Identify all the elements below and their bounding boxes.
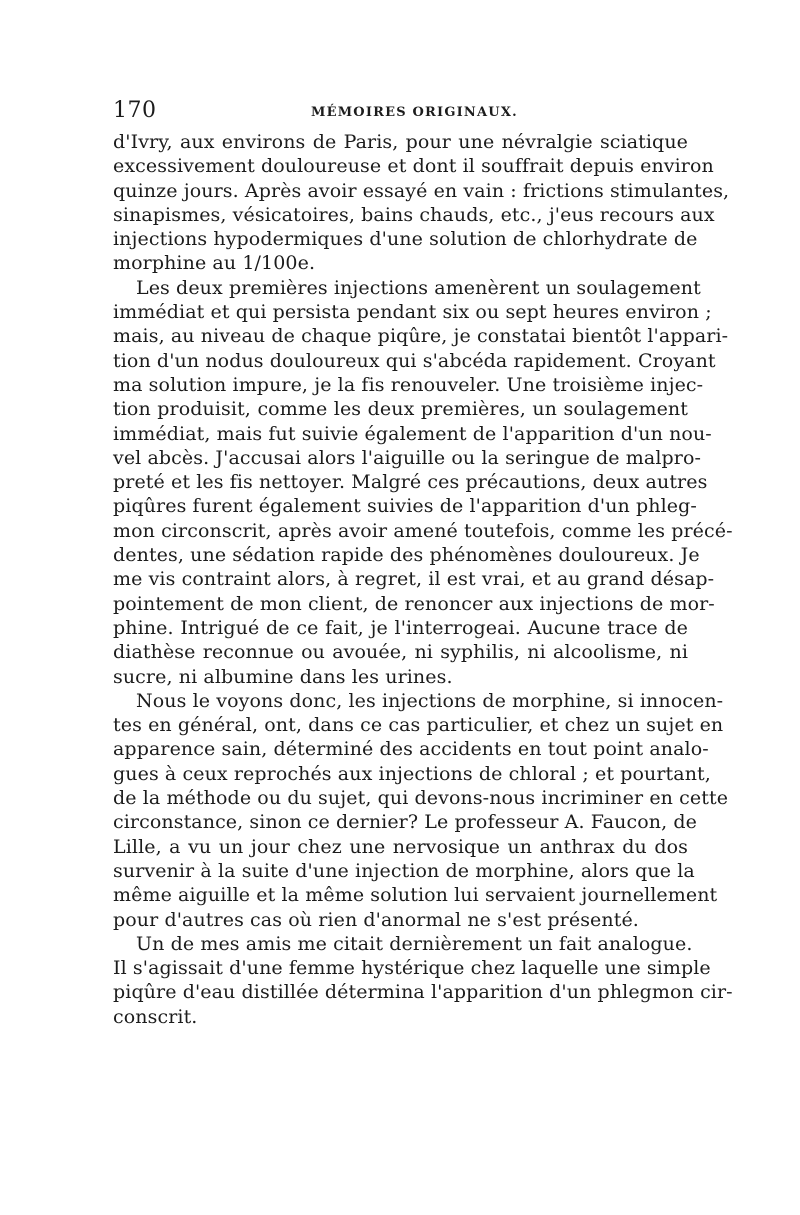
text-line: tion produisit, comme les deux premières, un soulagement	[113, 398, 688, 421]
text-line: Il s'agissait d'une femme hystérique chez laquelle une simple	[113, 957, 711, 980]
text-line: immédiat, mais fut suivie également de l'apparition d'un nou-	[113, 422, 712, 445]
text-line: piqûre d'eau distillée détermina l'apparition d'un phlegmon cir-	[113, 981, 733, 1004]
text-line: mais, au niveau de chaque piqûre, je constatai bientôt l'appari-	[113, 325, 729, 348]
text-line: quinze jours. Après avoir essayé en vain : frictions stimulantes,	[113, 179, 730, 202]
text-line: Nous le voyons donc, les injections de morphine, si innocen-	[136, 689, 724, 712]
text-line: piqûres furent également suivies de l'apparition d'un phleg-	[113, 495, 697, 518]
text-line: pour d'autres cas où rien d'anormal ne s'est présenté.	[113, 908, 639, 931]
text-line: sucre, ni albumine dans les urines.	[113, 665, 453, 688]
text-line: conscrit.	[113, 1005, 198, 1028]
text-line: d'Ivry, aux environs de Paris, pour une névralgie sciatique	[113, 131, 688, 153]
text-line: survenir à la suite d'une injection de morphine, alors que la	[113, 859, 695, 882]
text-line: de la méthode ou du sujet, qui devons-nous incriminer en cette	[113, 787, 729, 810]
text-line: sinapismes, vésicatoires, bains chauds, etc., j'eus recours aux	[113, 203, 715, 226]
text-line: tion d'un nodus douloureux qui s'abcéda rapidement. Croyant	[113, 349, 716, 372]
text-line: mon circonscrit, après avoir amené toutefois, comme les précé-	[113, 519, 733, 542]
text-line: apparence sain, déterminé des accidents en tout point analo-	[113, 738, 709, 761]
text-line: circonstance, sinon ce dernier? Le professeur A. Faucon, de	[113, 811, 698, 834]
text-line: injections hypodermiques d'une solution de chlorhydrate de	[113, 228, 698, 251]
text-line: vel abcès. J'accusai alors l'aiguille ou la seringue de malpro-	[113, 446, 702, 469]
text-line: morphine au 1/100e.	[113, 252, 316, 275]
text-line: Les deux premières injections amenèrent un soulagement	[136, 276, 701, 299]
paragraph-3	[113, 689, 729, 932]
body-text	[113, 130, 733, 1029]
text-line: me vis contraint alors, à regret, il est vrai, et au grand désap-	[113, 568, 715, 591]
page-header	[113, 98, 688, 128]
text-line: preté et les fis nettoyer. Malgré ces précautions, deux autres	[113, 471, 708, 494]
page-number: 170	[113, 98, 157, 123]
text-line: phine. Intrigué de ce fait, je l'interrogeai. Aucune trace de	[113, 616, 688, 639]
paragraph-2	[113, 276, 733, 689]
text-line: Un de mes amis me citait dernièrement un fait analogue.	[136, 932, 693, 955]
text-line: tes en général, ont, dans ce cas particulier, et chez un sujet en	[113, 714, 724, 737]
text-line: diathèse reconnue ou avouée, ni syphilis, ni alcoolisme, ni	[113, 641, 688, 664]
paragraph-1	[113, 130, 730, 276]
text-line: excessivement douloureuse et dont il souffrait depuis environ	[113, 155, 714, 178]
text-line: même aiguille et la même solution lui servaient journellement	[113, 884, 718, 907]
text-line: gues à ceux reprochés aux injections de chloral ; et pourtant,	[113, 762, 711, 785]
text-line: Lille, a vu un jour chez une nervosique un anthrax du dos	[113, 835, 688, 858]
paragraph-4	[113, 932, 733, 1029]
text-line: pointement de mon client, de renoncer aux injections de mor-	[113, 592, 715, 615]
text-line: immédiat et qui persista pendant six ou sept heures environ ;	[113, 301, 712, 324]
text-line: dentes, une sédation rapide des phénomènes douloureux. Je	[113, 544, 700, 567]
running-title: MÉMOIRES ORIGINAUX.	[311, 105, 518, 120]
text-line: ma solution impure, je la fis renouveler. Une troisième injec-	[113, 373, 704, 396]
